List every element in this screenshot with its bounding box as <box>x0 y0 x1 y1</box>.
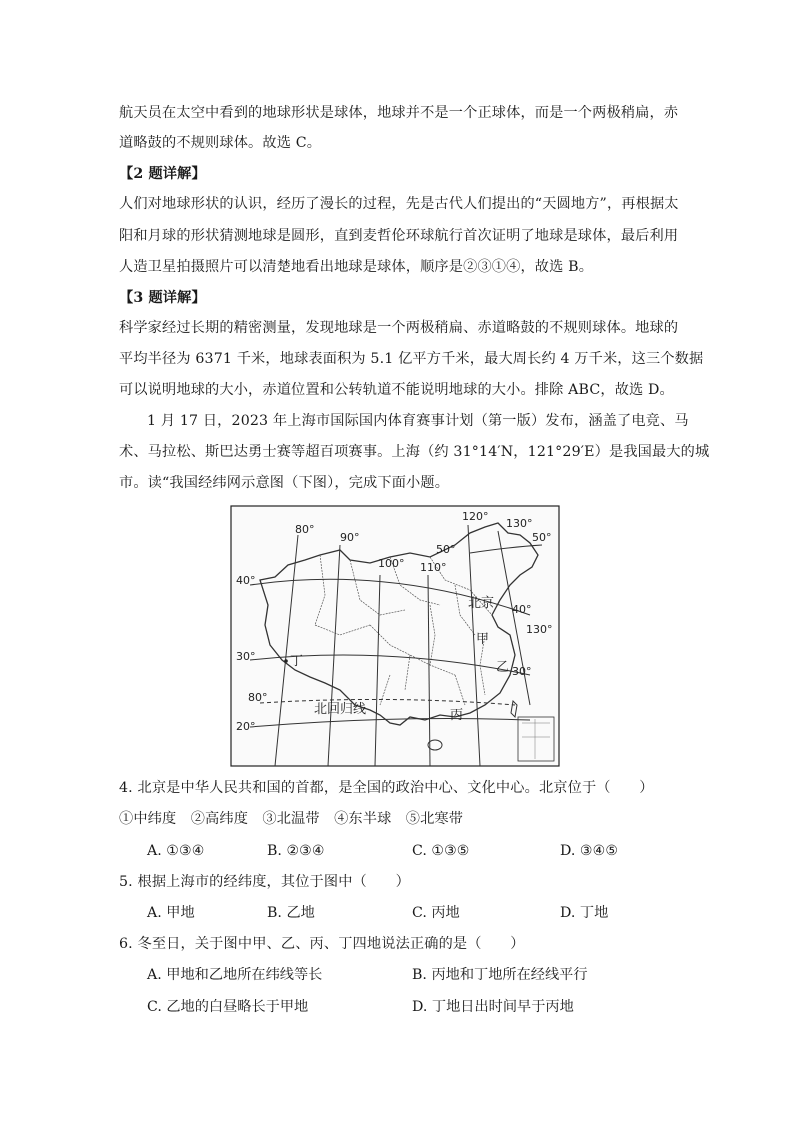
option-c: C. ①③⑤ <box>412 843 470 859</box>
parallel-label: 40° <box>236 574 256 587</box>
meridian-label: 100° <box>378 557 405 570</box>
place-ding-label: 丁 <box>290 654 304 669</box>
meridian-label: 90° <box>340 531 360 544</box>
text-line: 术、马拉松、斯巴达勇士赛等超百项赛事。上海（约 31°14′N，121°29′E）是我国最大的城 <box>119 444 710 460</box>
option-a: A. 甲地 <box>147 905 195 921</box>
section-heading: 【2 题详解】 <box>119 166 206 182</box>
option-a: A. ①③④ <box>147 843 205 859</box>
option-b: B. 丙地和丁地所在经线平行 <box>412 967 588 983</box>
parallel-label: 40° <box>512 603 532 616</box>
text-line: 航天员在太空中看到的地球形状是球体，地球并不是一个正球体，而是一个两极稍扁，赤 <box>119 105 679 121</box>
text-line: 平均半径为 6371 千米，地球表面积为 5.1 亿平方千米，最大周长约 4 万千米，这三个数据 <box>119 351 704 367</box>
meridian-label: 120° <box>462 510 489 523</box>
parallel-label: 30° <box>236 650 256 663</box>
option-b: B. 乙地 <box>267 905 315 921</box>
text-line: 科学家经过长期的精密测量，发现地球是一个两极稍扁、赤道略鼓的不规则球体。地球的 <box>119 320 679 336</box>
question-sub-options: ①中纬度 ②高纬度 ③北温带 ④东半球 ⑤北寒带 <box>119 811 464 827</box>
parallel-label: 50° <box>436 543 456 556</box>
beijing-label: 北京 <box>468 596 495 611</box>
option-c: C. 丙地 <box>412 905 460 921</box>
text-line: 可以说明地球的大小，赤道位置和公转轨道不能说明地球的大小。排除 ABC，故选 D。 <box>119 382 674 398</box>
place-bing-label: 丙 <box>450 708 464 723</box>
option-b: B. ②③④ <box>267 843 325 859</box>
meridian-label: 130° <box>526 623 553 636</box>
parallel-label: 20° <box>236 720 256 733</box>
meridian-label: 80° <box>248 691 268 704</box>
text-line: 阳和月球的形状猜测地球是圆形，直到麦哲伦环球航行首次证明了地球是球体，最后利用 <box>119 228 679 244</box>
option-d: D. 丁地日出时间早于丙地 <box>412 999 574 1015</box>
text-line: 道略鼓的不规则球体。故选 C。 <box>119 135 322 151</box>
text-line: 人们对地球形状的认识，经历了漫长的过程，先是古代人们提出的“天圆地方”，再根据太 <box>119 196 679 212</box>
text-line: 人造卫星拍摄照片可以清楚地看出地球是球体，顺序是②③①④，故选 B。 <box>119 259 594 275</box>
option-c: C. 乙地的白昼略长于甲地 <box>147 999 309 1015</box>
question-stem: 4. 北京是中华人民共和国的首都，是全国的政治中心、文化中心。北京位于（ ） <box>119 780 654 796</box>
tropic-label: 北回归线 <box>314 702 367 717</box>
china-graticule-map <box>230 505 560 767</box>
question-stem: 5. 根据上海市的经纬度，其位于图中（ ） <box>119 874 410 890</box>
question-stem: 6. 冬至日，关于图中甲、乙、丙、丁四地说法正确的是（ ） <box>119 936 525 952</box>
meridian-label: 130° <box>506 517 533 530</box>
option-a: A. 甲地和乙地所在纬线等长 <box>147 967 323 983</box>
parallel-label: 30° <box>512 665 532 678</box>
place-yi-label: 乙 <box>496 660 510 675</box>
place-jia-label: 甲 <box>476 632 490 647</box>
option-d: D. 丁地 <box>560 905 609 921</box>
text-line: 市。读“我国经纬网示意图（下图），完成下面小题。 <box>119 475 450 491</box>
option-d: D. ③④⑤ <box>560 843 619 859</box>
meridian-label: 80° <box>295 523 315 536</box>
parallel-label: 50° <box>532 531 552 544</box>
text-line: 1 月 17 日，2023 年上海市国际国内体育赛事计划（第一版）发布，涵盖了电竞、马 <box>147 413 689 429</box>
meridian-label: 110° <box>420 561 447 574</box>
section-heading: 【3 题详解】 <box>119 290 206 306</box>
